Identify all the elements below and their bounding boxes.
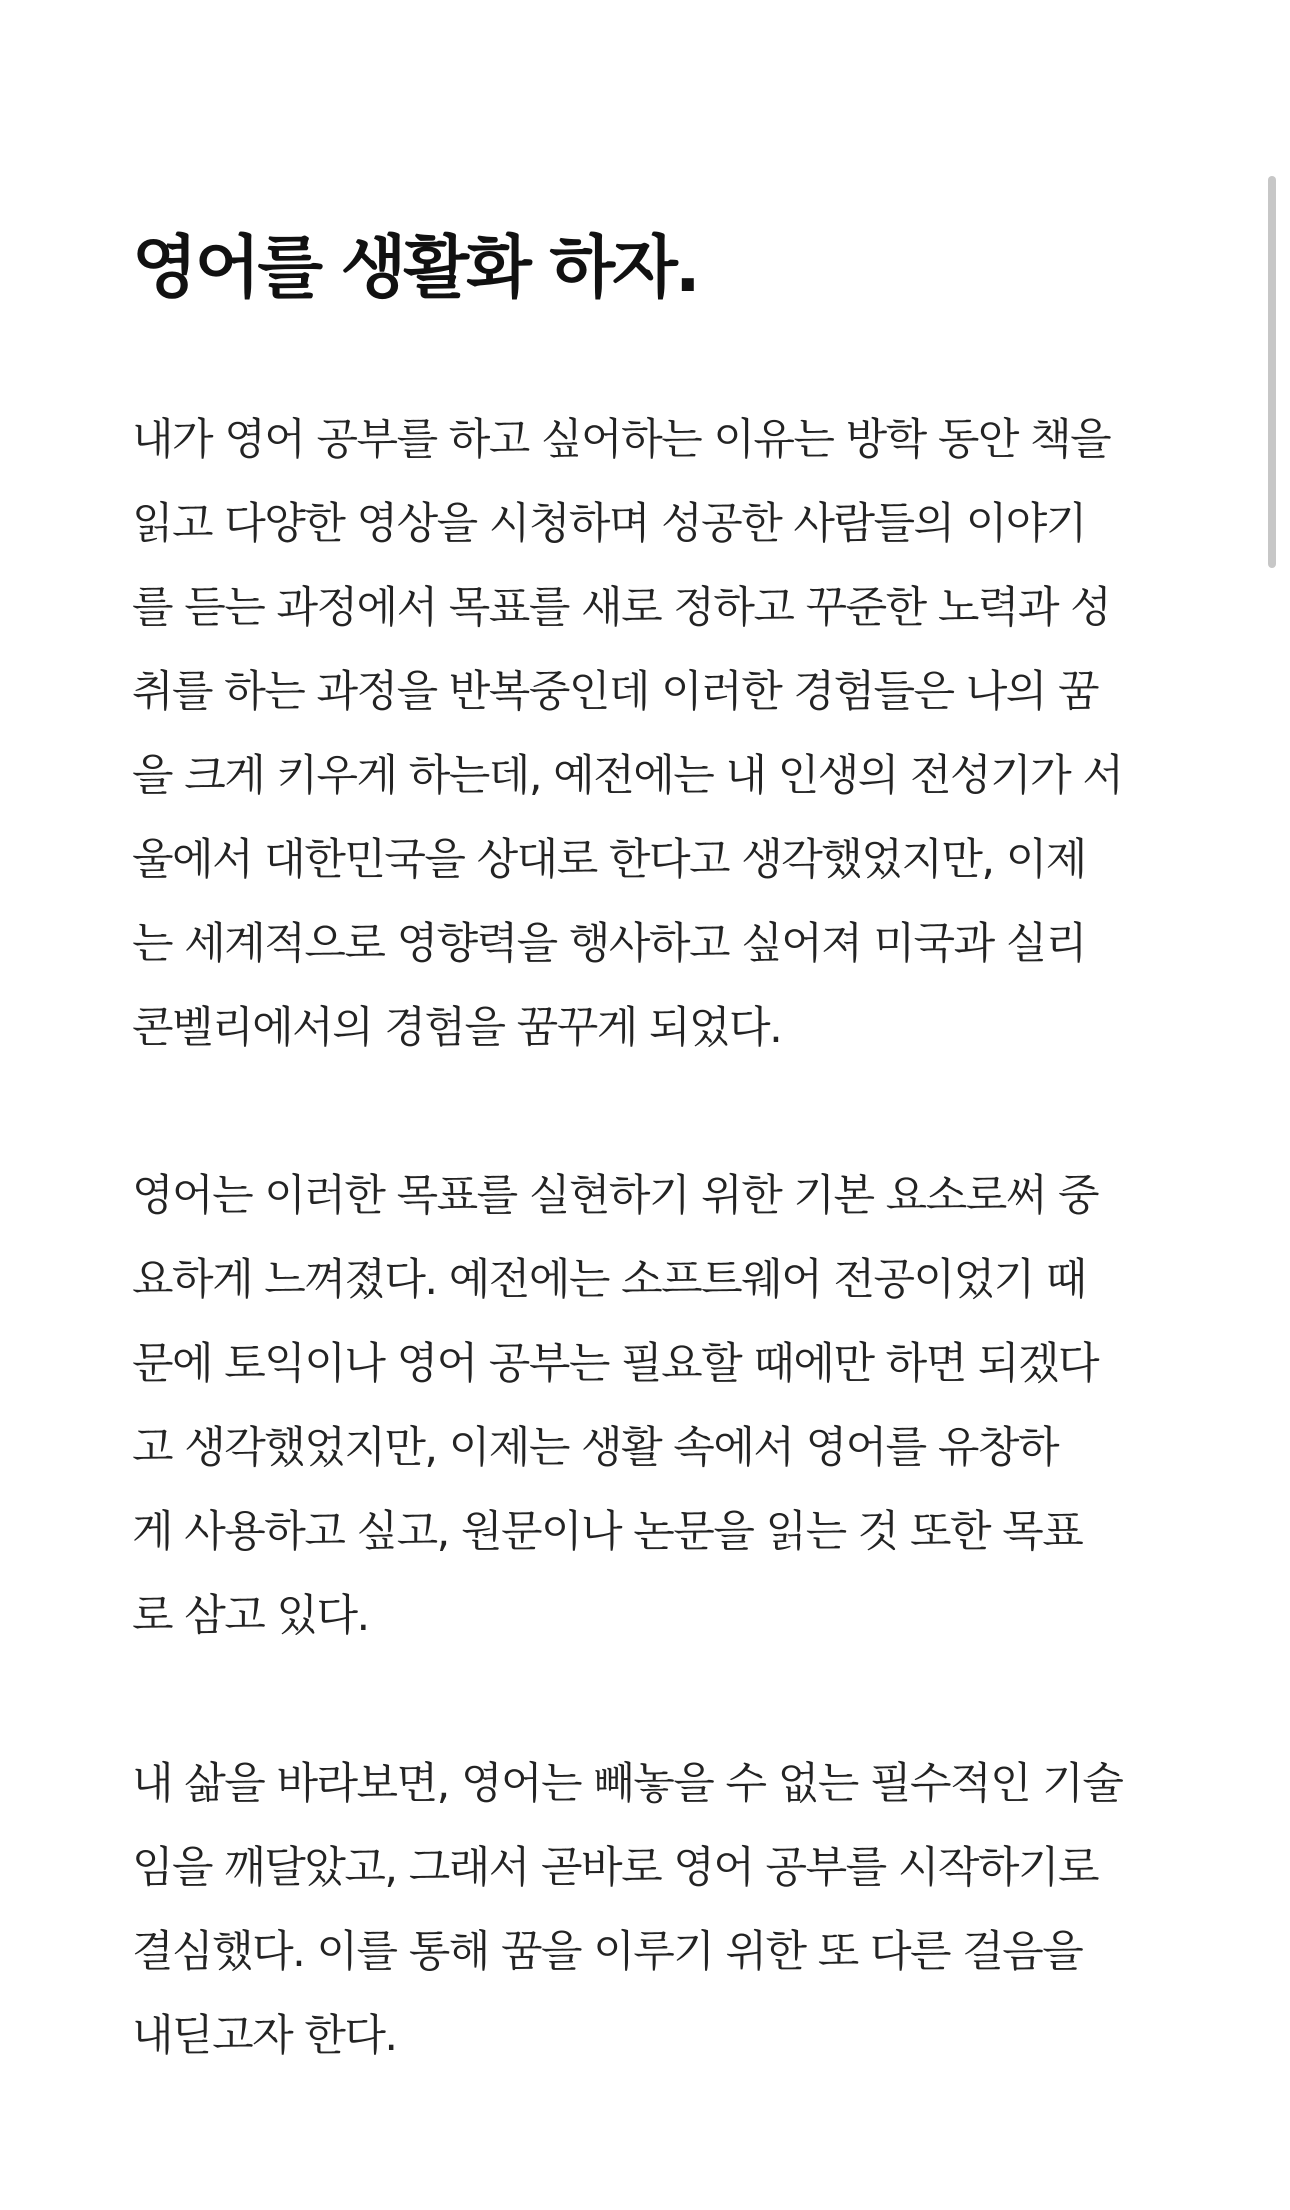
paragraph-line: 울에서 대한민국을 상대로 한다고 생각했었지만, 이제 [132,835,1086,885]
paragraph-3 [132,1742,1172,2078]
paragraph-line: 문에 토익이나 영어 공부는 필요할 때에만 하면 되겠다 [132,1339,1099,1389]
paragraph-line: 내가 영어 공부를 하고 싶어하는 이유는 방학 동안 책을 [132,415,1111,465]
vertical-scrollbar[interactable] [1268,176,1276,568]
paragraph-line: 요하게 느껴졌다. 예전에는 소프트웨어 전공이었기 때 [132,1255,1086,1305]
paragraph-1 [132,398,1172,1070]
paragraph-line: 을 크게 키우게 하는데, 예전에는 내 인생의 전성기가 서 [132,751,1123,801]
paragraph-line: 내 삶을 바라보면, 영어는 빼놓을 수 없는 필수적인 기술 [132,1759,1123,1809]
paragraph-line: 취를 하는 과정을 반복중인데 이러한 경험들은 나의 꿈 [132,667,1099,717]
article-title: 영어를 생활화 하자. [132,229,698,308]
paragraph-line: 내딛고자 한다. [132,2011,397,2061]
paragraph-line: 콘벨리에서의 경험을 꿈꾸게 되었다. [132,1003,782,1053]
paragraph-line: 결심했다. 이를 통해 꿈을 이루기 위한 또 다른 걸음을 [132,1927,1083,1977]
paragraph-line: 는 세계적으로 영향력을 행사하고 싶어져 미국과 실리 [132,919,1086,969]
paragraph-line: 임을 깨달았고, 그래서 곧바로 영어 공부를 시작하기로 [132,1843,1099,1893]
article [132,224,1172,2078]
paragraph-line: 를 듣는 과정에서 목표를 새로 정하고 꾸준한 노력과 성 [132,583,1111,633]
paragraph-line: 게 사용하고 싶고, 원문이나 논문을 읽는 것 또한 목표 [132,1507,1083,1557]
paragraph-2 [132,1154,1172,1658]
paragraph-line: 영어는 이러한 목표를 실현하기 위한 기본 요소로써 중 [132,1171,1099,1221]
paragraph-line: 로 삼고 있다. [132,1591,369,1641]
paragraph-line: 고 생각했었지만, 이제는 생활 속에서 영어를 유창하 [132,1423,1058,1473]
paragraph-line: 읽고 다양한 영상을 시청하며 성공한 사람들의 이야기 [132,499,1086,549]
